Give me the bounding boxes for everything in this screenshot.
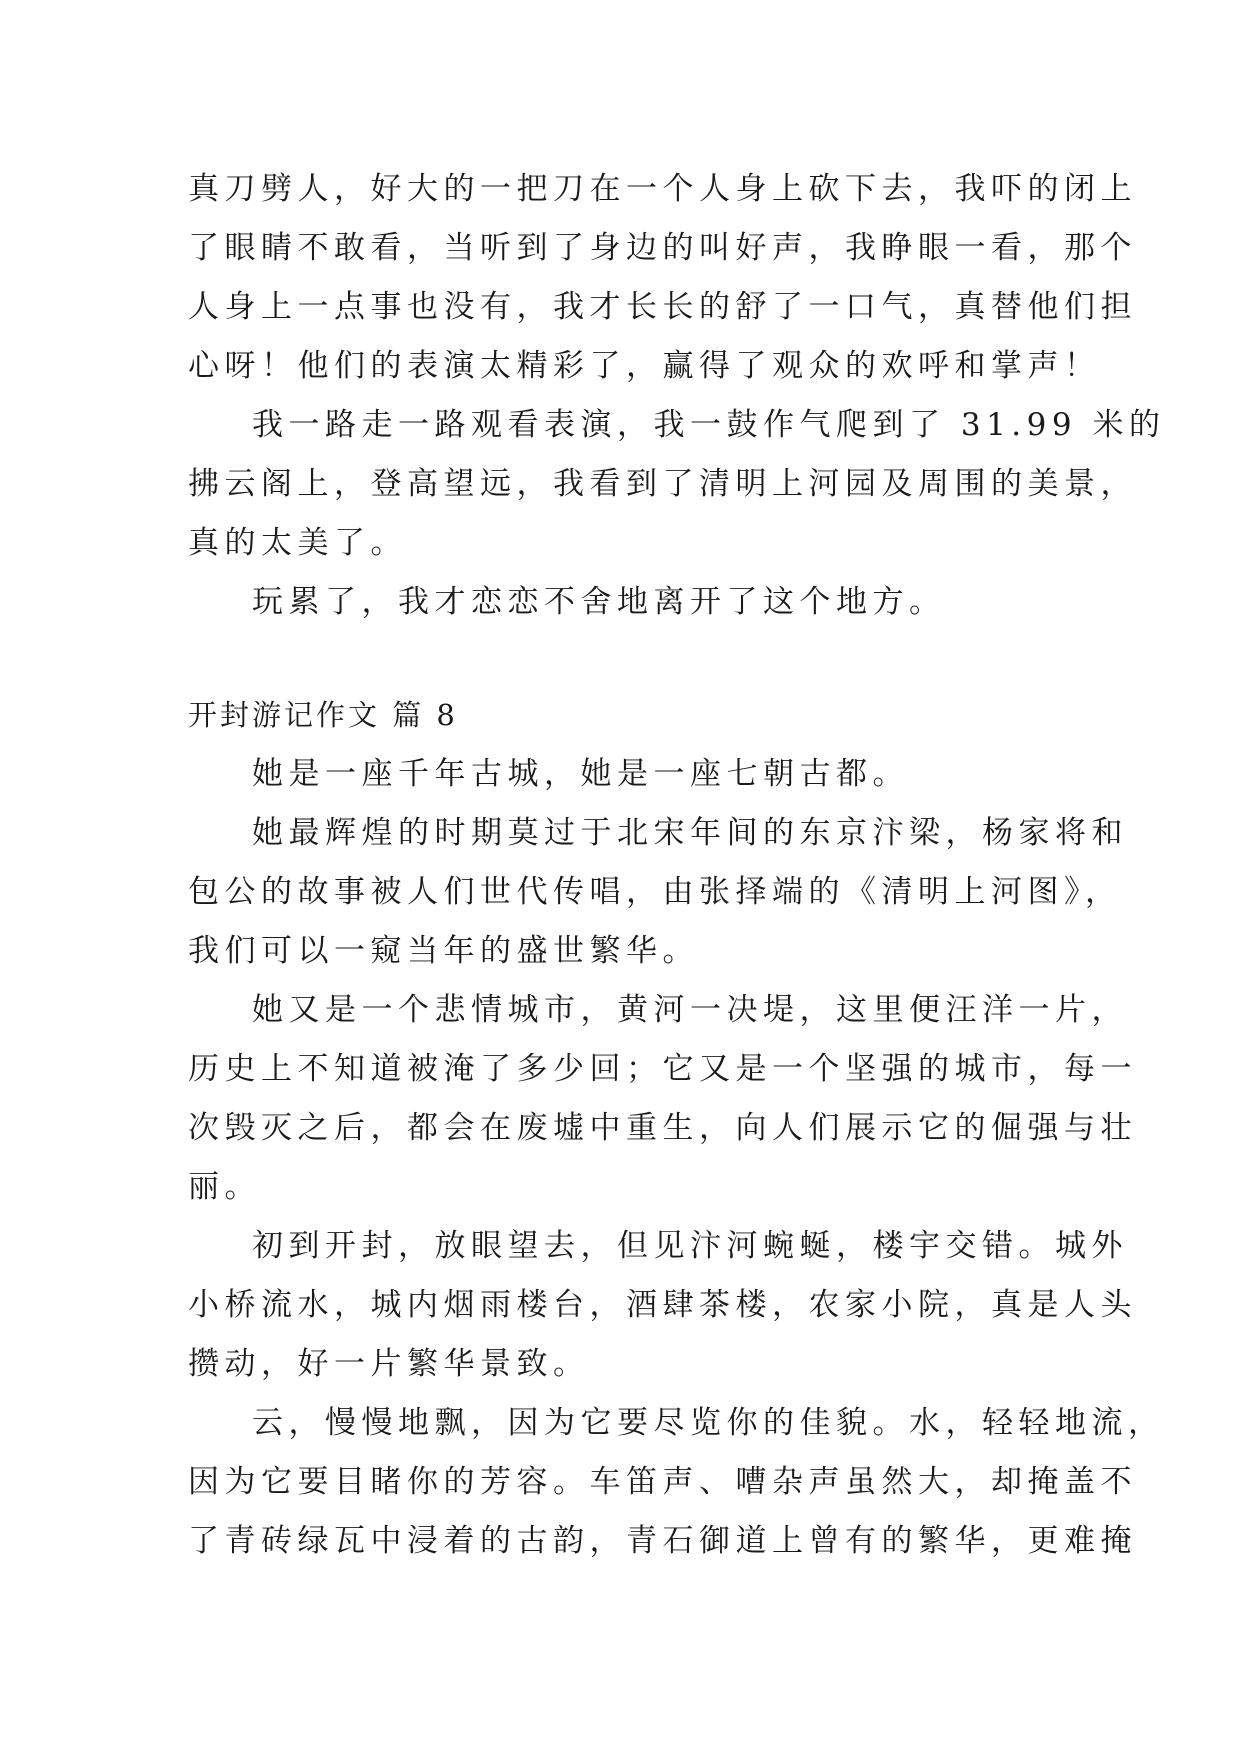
section-spacer: [188, 632, 1058, 686]
paragraph: [188, 1394, 1165, 1571]
paragraph: [188, 981, 1137, 1217]
paragraph: [188, 745, 1058, 804]
document-page: [188, 160, 1166, 1571]
text-line: 了眼睛不敢看，当听到了身边的叫好声，我睁眼一看，那个: [188, 230, 1137, 266]
paragraph: [188, 160, 1137, 396]
text-line: 了青砖绿瓦中浸着的古韵，青石御道上曾有的繁华，更难掩: [188, 1523, 1137, 1559]
text-line: 人身上一点事也没有，我才长长的舒了一口气，真替他们担: [188, 289, 1137, 325]
text-line: 她是一座千年古城，她是一座七朝古都。: [252, 756, 909, 792]
text-line: 丽。: [188, 1169, 261, 1205]
text-line: 小桥流水，城内烟雨楼台，酒肆茶楼，农家小院，真是人头: [188, 1287, 1137, 1323]
text-line: 心呀！他们的表演太精彩了，赢得了观众的欢呼和掌声！: [188, 348, 1101, 384]
section-title: 开封游记作文 篇 8: [188, 698, 458, 732]
paragraph: [188, 804, 1128, 981]
text-line: 真刀劈人，好大的一把刀在一个人身上砍下去，我吓的闭上: [188, 171, 1137, 207]
text-line: 历史上不知道被淹了多少回；它又是一个坚强的城市，每一: [188, 1051, 1137, 1087]
text-line: 她最辉煌的时期莫过于北宋年间的东京汴梁，杨家将和: [252, 815, 1128, 851]
text-line: 我们可以一窥当年的盛世繁华。: [188, 933, 699, 969]
paragraph: [188, 396, 1166, 573]
text-line: 玩累了，我才恋恋不舍地离开了这个地方。: [252, 584, 946, 620]
text-line: 云，慢慢地飘，因为它要尽览你的佳貌。水，轻轻地流，: [252, 1405, 1165, 1441]
paragraph: [188, 1217, 1137, 1394]
text-line: 真的太美了。: [188, 525, 407, 561]
text-line: 包公的故事被人们世代传唱，由张择端的《清明上河图》，: [188, 874, 1122, 910]
text-line: 攒动，好一片繁华景致。: [188, 1346, 590, 1382]
text-line: 初到开封，放眼望去，但见汴河蜿蜒，楼宇交错。城外: [252, 1228, 1128, 1264]
text-line: 次毁灭之后，都会在废墟中重生，向人们展示它的倔强与壮: [188, 1110, 1137, 1146]
text-line: 我一路走一路观看表演，我一鼓作气爬到了 31.99 米的: [252, 407, 1166, 443]
text-line: 拂云阁上，登高望远，我看到了清明上河园及周围的美景，: [188, 466, 1137, 502]
paragraph: [188, 573, 1058, 632]
text-line: 她又是一个悲情城市，黄河一决堤，这里便汪洋一片，: [252, 992, 1128, 1028]
text-line: 因为它要目睹你的芳容。车笛声、嘈杂声虽然大，却掩盖不: [188, 1464, 1137, 1500]
